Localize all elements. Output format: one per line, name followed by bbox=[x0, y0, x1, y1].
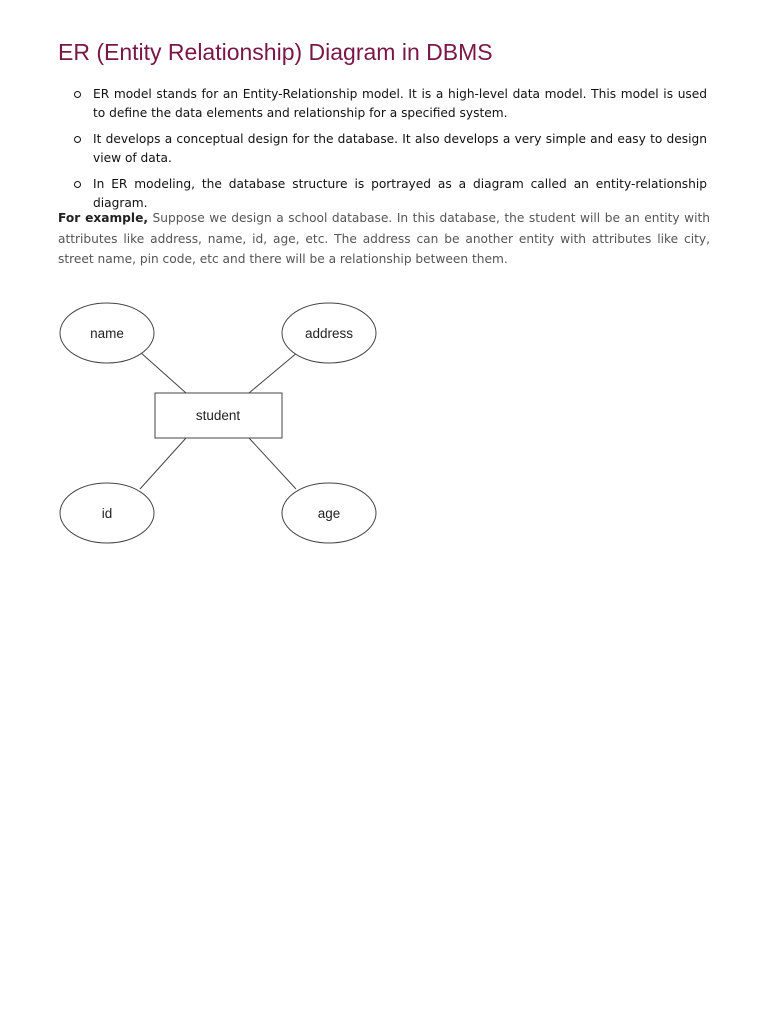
bullet-text: ER model stands for an Entity-Relationship model. It is a high-level data model. This model is used to define the data elements and relationship for a specified system. bbox=[93, 87, 707, 120]
connector-age bbox=[249, 438, 296, 489]
example-paragraph bbox=[58, 208, 710, 270]
bullet-text: It develops a conceptual design for the database. It also develops a very simple and easy to design view of data. bbox=[93, 132, 707, 165]
connector-name bbox=[140, 352, 186, 393]
bullet-circle-icon bbox=[74, 181, 81, 188]
attribute-label-age: age bbox=[317, 506, 341, 521]
er-diagram bbox=[52, 296, 392, 556]
bullet-item bbox=[72, 85, 707, 122]
example-label: For example, bbox=[58, 211, 148, 225]
connector-id bbox=[140, 438, 186, 489]
attribute-label-id: id bbox=[101, 506, 113, 521]
bullet-item bbox=[72, 130, 707, 167]
entity-label-student: student bbox=[195, 408, 241, 423]
attribute-label-address: address bbox=[304, 326, 354, 341]
bullet-circle-icon bbox=[74, 91, 81, 98]
connector-address bbox=[249, 352, 298, 393]
bullet-text: In ER modeling, the database structure is portrayed as a diagram called an entity-relationship diagram. bbox=[93, 177, 707, 210]
example-text: Suppose we design a school database. In this database, the student will be an entity with attributes like address, name, id, age, etc. The address can be another entity with attributes like city, street name, pin code, etc and there will be a relationship between them. bbox=[58, 211, 710, 266]
page-title: ER (Entity Relationship) Diagram in DBMS bbox=[58, 39, 493, 65]
bullet-circle-icon bbox=[74, 136, 81, 143]
bullet-item bbox=[72, 175, 707, 212]
bullet-list bbox=[72, 85, 707, 220]
attribute-label-name: name bbox=[90, 326, 124, 341]
